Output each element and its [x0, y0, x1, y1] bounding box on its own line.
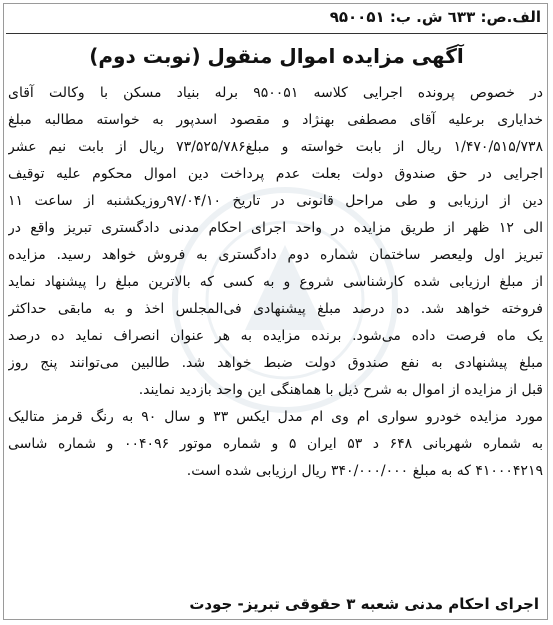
body-line: خدایاری برعلیه آقای مصطفی بهنژاد و مقصود اسدپور به خواسته مطالبه مبلغ [8, 112, 543, 128]
body-line: در خصوص پرونده اجرایی کلاسه ۹۵۰۰۵۱ برله بنیاد مسکن با وکالت آقای [8, 85, 543, 101]
body-line: الی ۱۲ ظهر از طریق مزایده در واحد اجرای احکام مدنی دادگستری تبریز واقع در [8, 220, 543, 236]
body-line: قبل از مزایده از اموال به شرح ذیل با هماهنگی این واحد بازدید نمایند. [138, 382, 543, 398]
notice-body [8, 80, 543, 485]
body-line: تبریز اول ولیعصر ساختمان شماره دوم دادگستری به فروش خواهد رسید. مزایده [8, 247, 543, 263]
body-line: ۱/۴۷۰/۵۱۵/۷۳۸ ریال از بابت خواسته و مبلغ۷۳/۵۲۵/۷۸۶ ریال از بابت نیم عشر [8, 139, 543, 155]
body-line: مبلغ پیشنهادی به نفع صندوق دولت ضبط خواهد شد. طالبین می‌توانند پنج روز [8, 355, 543, 371]
body-line: دین از ارزیابی و طی مراحل قانونی در تاریخ ۹۷/۰۴/۱۰روزیکشنبه از ساعت ۱۱ [8, 193, 543, 209]
body-line: از مبلغ ارزیابی شده کارشناسی شروع و به کسی که بالاترین مبلغ را پیشنهاد نماید [8, 274, 543, 290]
body-line: یک ماه فرصت داده می‌شود. برنده مزایده به هر عنوان انصراف نماید ده درصد [8, 328, 543, 344]
signature-line: اجرای احکام مدنی شعبه ۳ حقوقی تبریز- جودت [189, 595, 539, 613]
body-line: ۴۱۰۰۰۴۲۱۹ که به مبلغ ۳۴۰/۰۰۰/۰۰۰ ریال ارزیابی شده است. [186, 463, 543, 479]
body-line: اجرایی در حق صندوق دولت بعلت عدم پرداخت دین اموال محکوم علیه توقیف [8, 166, 543, 182]
notice-title: آگهی مزایده اموال منقول (نوبت دوم) [89, 44, 464, 68]
body-line: فروخته خواهد شد. ده درصد مبلغ پیشنهادی فی‌المجلس اخذ و به مابقی حداکثر [8, 301, 543, 317]
header-divider [6, 33, 547, 34]
reference-number: الف.ص: ٦٣٣ ش. ب: ۹۵۰۰۵۱ [329, 8, 541, 26]
body-line: مورد مزایده خودرو سواری ام وی ام مدل ایکس ۳۳ و سال ۹۰ به رنگ قرمز متالیک [8, 409, 543, 425]
body-line: به شماره شهربانی ۶۴۸ د ۵۳ ایران ۵ و شماره موتور ۰۰۴۰۹۶ و شماره شاسی [8, 436, 543, 452]
